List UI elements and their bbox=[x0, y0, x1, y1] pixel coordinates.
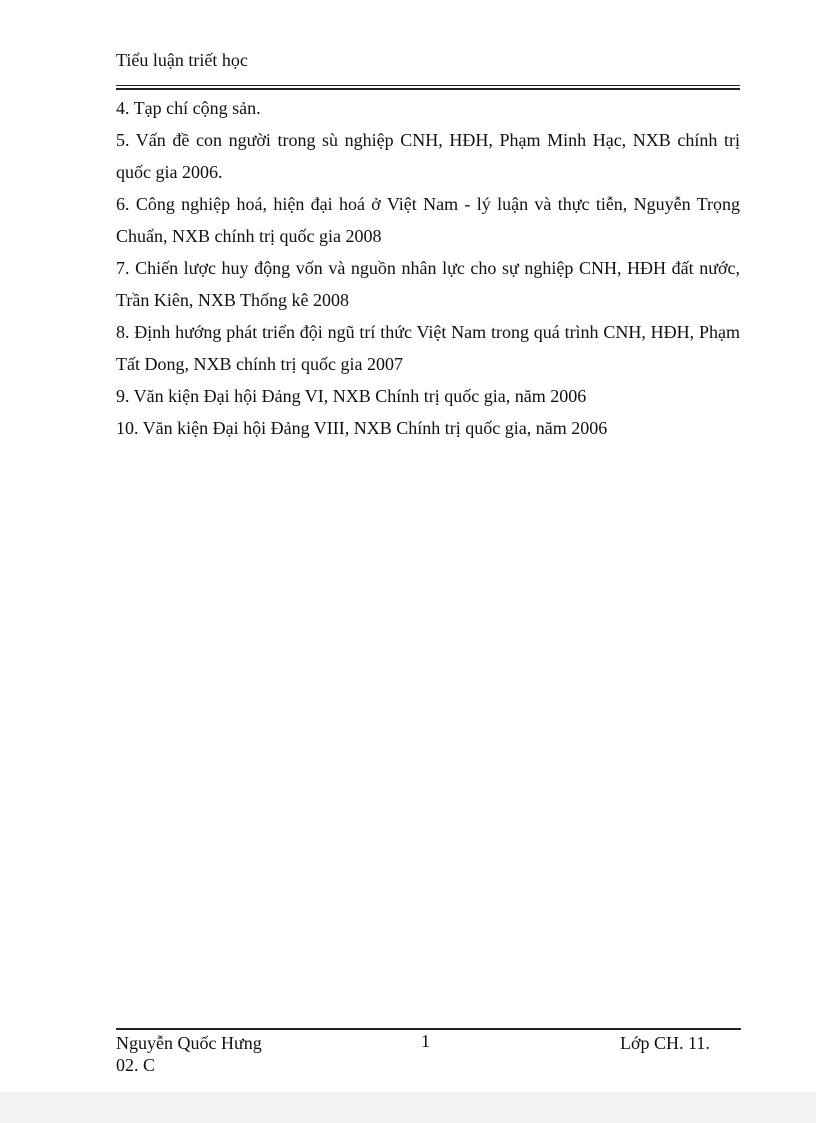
reference-item-8: 8. Định hướng phát triển đội ngũ trí thức Việt Nam trong quá trình CNH, HĐH, Phạm Tất Dong, NXB chính trị quốc gia 2007 bbox=[116, 322, 740, 374]
page-number: 1 bbox=[421, 1031, 430, 1051]
footer-class-label-continued: 02. C bbox=[116, 1055, 156, 1075]
reference-list bbox=[116, 92, 740, 444]
reference-item-10: 10. Văn kiện Đại hội Đảng VIII, NXB Chính trị quốc gia, năm 2006 bbox=[116, 418, 608, 438]
footer-author: Nguyễn Quốc Hưng bbox=[116, 1033, 262, 1053]
header-divider-thin-line bbox=[116, 85, 740, 86]
reference-item-5: 5. Vấn đề con người trong sù nghiệp CNH, HĐH, Phạm Minh Hạc, NXB chính trị quốc gia 2006. bbox=[116, 130, 740, 182]
reference-item-4: 4. Tạp chí cộng sản. bbox=[116, 98, 261, 118]
reference-item-7: 7. Chiến lược huy động vốn và nguồn nhân lực cho sự nghiệp CNH, HĐH đất nước, Trần Kiên, NXB Thống kê 2008 bbox=[116, 258, 740, 310]
header-divider-thick-line bbox=[116, 88, 740, 90]
page-bottom-margin bbox=[0, 1092, 816, 1123]
footer-class-label: Lớp CH. 11. bbox=[620, 1033, 710, 1053]
reference-item-6: 6. Công nghiệp hoá, hiện đại hoá ở Việt Nam - lý luận và thực tiễn, Nguyễn Trọng Chuẩn, NXB chính trị quốc gia 2008 bbox=[116, 194, 740, 246]
reference-item-9: 9. Văn kiện Đại hội Đảng VI, NXB Chính trị quốc gia, năm 2006 bbox=[116, 386, 587, 406]
header-title: Tiểu luận triết học bbox=[116, 50, 248, 70]
header-divider bbox=[116, 85, 740, 90]
